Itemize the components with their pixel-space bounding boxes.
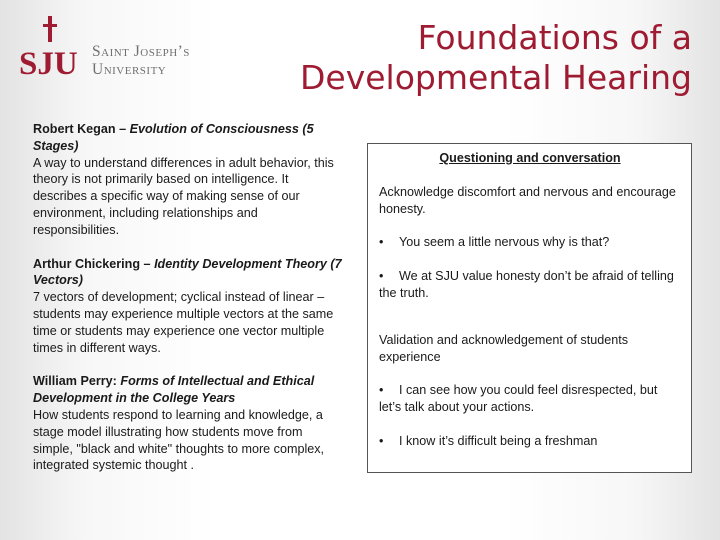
sju-logo-mark — [18, 16, 86, 82]
title-line1: Foundations of a — [417, 18, 692, 57]
theory-entry-perry — [33, 373, 345, 474]
panel-bullet — [379, 234, 681, 251]
logo-name-line2: University — [92, 61, 167, 78]
questioning-panel — [367, 143, 692, 473]
panel-bullet — [379, 268, 681, 302]
bullet-text: We at SJU value honesty don’t be afraid of telling the truth. — [379, 269, 674, 300]
bullet-text: You seem a little nervous why is that? — [399, 235, 610, 250]
bullet-dot: • — [379, 235, 384, 250]
bullet-text: I know it’s difficult being a freshman — [399, 433, 598, 448]
theory-author: William Perry: — [33, 374, 121, 389]
theory-entry-chickering — [33, 256, 345, 357]
logo-wordmark — [92, 43, 190, 79]
panel-heading: Questioning and conversation — [439, 151, 621, 165]
theory-author: Arthur Chickering – — [33, 256, 155, 271]
panel-bullet — [379, 382, 681, 416]
theory-description: How students respond to learning and knowledge, a stage model illustrating how students move from simple, "black and white" thoughts to more complex, integrated systemic thought . — [33, 407, 325, 473]
logo-name-line1: Saint Joseph’s — [92, 43, 190, 60]
theory-author: Robert Kegan – — [33, 122, 130, 136]
theories-column — [33, 121, 345, 491]
theory-work: Identity Development Theory (7 Vectors) — [33, 256, 342, 288]
panel-bullet — [379, 433, 681, 450]
bullet-dot: • — [379, 269, 384, 284]
panel-intro-validation: Validation and acknowledgement of students experience — [379, 332, 629, 364]
theory-description: 7 vectors of development; cyclical instead of linear – students may experience multiple vectors at the same time or students may experience one vector multiple times in different ways. — [33, 290, 334, 355]
theory-work: Evolution of Consciousness (5 Stages) — [33, 122, 314, 153]
slide-title — [260, 18, 692, 98]
logo-monogram: SJU — [19, 46, 78, 82]
logo-cross-horizontal — [43, 24, 57, 27]
theory-description: A way to understand differences in adult behavior, this theory is not primarily based on intelligence. It describes a specific way of making sense of our environment, including relationships and responsibilities. — [33, 155, 334, 237]
panel-intro-honesty: Acknowledge discomfort and nervous and encourage honesty. — [379, 184, 676, 216]
theory-work: Forms of Intellectual and Ethical Development in the College Years — [33, 374, 315, 406]
theory-entry-kegan — [33, 121, 345, 239]
bullet-text: I can see how you could feel disrespected, but let’s talk about your actions. — [379, 383, 658, 415]
title-line2: Developmental Hearing — [300, 58, 692, 97]
sju-logo — [18, 16, 233, 86]
bullet-dot: • — [379, 433, 384, 448]
logo-cross-vertical — [48, 16, 52, 42]
bullet-dot: • — [379, 383, 384, 398]
